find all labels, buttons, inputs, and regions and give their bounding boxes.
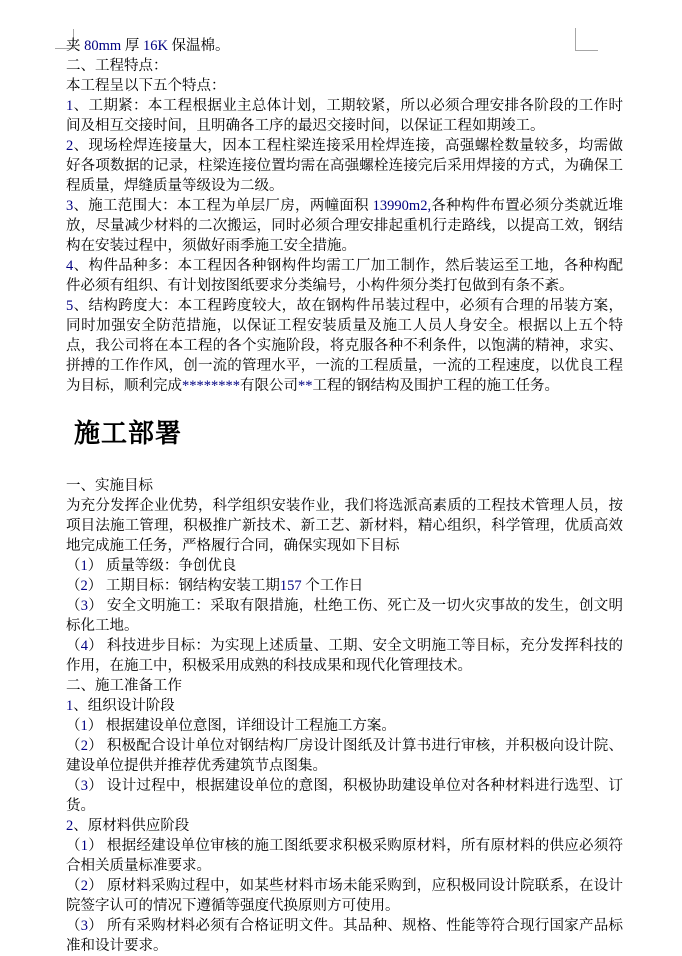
paragraph: [66, 296, 623, 396]
body-text: ） 工期目标：钢结构安装工期: [87, 578, 280, 594]
section-title: [74, 416, 623, 452]
numeral-text: 2: [66, 138, 74, 154]
numeral-text: 2: [80, 738, 89, 754]
numeral-text: 3: [80, 778, 89, 794]
numeral-text: 157: [279, 578, 302, 594]
paragraph: [66, 556, 623, 576]
paragraph: [66, 136, 623, 196]
paragraph: [66, 476, 623, 496]
body-text: 、现场栓焊连接量大，因本工程柱梁连接采用栓焊连接，高强螺栓数量较多，均需做好各项数据的记录，柱梁连接位置均需在高强螺栓连接完后采用焊接的方式，为确保工程质量，焊缝质量等级设为二级。: [66, 138, 623, 194]
body-text: （: [66, 918, 81, 934]
body-text: ） 设计过程中，根据建设单位的意图，积极协助建设单位对各种材料进行选型、订货。: [66, 778, 624, 814]
body-text: （: [66, 838, 81, 854]
numeral-text: 13990m2,: [372, 198, 432, 214]
paragraph: [66, 676, 623, 696]
paragraph: [66, 736, 623, 776]
body-text: 为充分发挥企业优势，科学组织安装作业，我们将选派高素质的工程技术管理人员，按项目法施工管理，积极推广新技术、新工艺、新材料，精心组织，科学管理，优质高效地完成施工任务，严格履行合同，确保实现如下目标: [66, 498, 623, 554]
body-text: ） 科技进步目标：为实现上述质量、工期、安全文明施工等目标，充分发挥科技的作用，在施工中，积极采用成熟的科技成果和现代化管理技术。: [66, 638, 624, 674]
body-text: ） 根据经建设单位审核的施工图纸要求积极采购原材料，所有原材料的供应必须符合相关质量标准要求。: [66, 838, 624, 874]
numeral-text: 4: [66, 258, 74, 274]
paragraph: [66, 916, 623, 956]
body-text: （: [66, 578, 81, 594]
paragraph: [66, 196, 623, 256]
paragraph: [66, 776, 623, 816]
body-text: 厚: [121, 38, 143, 54]
body-text: 二、施工准备工作: [66, 678, 182, 694]
body-text: 各种构件布置必须分类就近堆放，尽量减少材料的二次搬运，同时必须合理安排起重机行走路线，以提高工效，钢结构在安装过程中，须做好雨季施工安全措施。: [66, 198, 624, 254]
body-text: 、组织设计阶段: [73, 698, 175, 714]
paragraph: [66, 596, 623, 636]
body-text: ） 根据建设单位意图，详细设计工程施工方案。: [87, 718, 396, 734]
numeral-text: 16K: [142, 38, 168, 54]
body-text: （: [66, 778, 81, 794]
paragraph: [66, 56, 623, 76]
numeral-text: 1: [66, 698, 74, 714]
numeral-text: 3: [80, 918, 89, 934]
paragraph: [66, 576, 623, 596]
numeral-text: 1: [80, 558, 88, 574]
body-text: ） 安全文明施工：采取有限措施，杜绝工伤、死亡及一切火灾事故的发生，创文明标化工地。: [66, 598, 624, 634]
body-text: 、工期紧：本工程根据业主总体计划，工期较紧，所以必须合理安排各阶段的工作时间及相互交接时间，且明确各工序的最迟交接时间，以保证工程如期竣工。: [66, 98, 623, 134]
body-text: ） 质量等级：争创优良: [87, 558, 237, 574]
numeral-text: 5: [66, 298, 74, 314]
body-text: （: [66, 878, 81, 894]
document-text: [66, 36, 623, 956]
body-text: （: [66, 718, 81, 734]
paragraph: [66, 256, 623, 296]
paragraph: [66, 716, 623, 736]
body-text: 、原材料供应阶段: [73, 818, 190, 834]
body-text: 工程的钢结构及围护工程的施工任务。: [312, 378, 559, 394]
body-text: 夹: [66, 38, 85, 54]
paragraph: [66, 636, 623, 676]
body-text: 有限公司: [240, 378, 298, 394]
paragraph: [66, 876, 623, 916]
numeral-text: 4: [80, 638, 89, 654]
body-text: 一、实施目标: [66, 478, 153, 494]
paragraph: [66, 76, 623, 96]
numeral-text: 2: [66, 818, 74, 834]
body-text: 、构件品种多：本工程因各种钢构件均需工厂加工制作，然后装运至工地，各种构配件必须有组织、有计划按图纸要求分类编号，小构件须分类打包做到有条不紊。: [66, 258, 623, 294]
body-text: ） 所有采购材料必须有合格证明文件。其品种、规格、性能等符合现行国家产品标准和设计要求。: [66, 918, 624, 954]
body-text: （: [66, 598, 81, 614]
paragraph: [66, 696, 623, 716]
paragraph: [66, 816, 623, 836]
body-text: （: [66, 738, 81, 754]
body-text: 二、工程特点：: [66, 58, 168, 74]
paragraph: [66, 36, 623, 56]
body-text: ） 积极配合设计单位对钢结构厂房设计图纸及计算书进行审核，并积极向设计院、建设单位提供并推荐优秀建筑节点图集。: [66, 738, 624, 774]
numeral-text: 80mm: [84, 38, 122, 54]
body-text: 、施工范围大：本工程为单层厂房，两幢面积: [73, 198, 373, 214]
body-text: 施工部署: [74, 419, 183, 448]
body-text: 个工作日: [301, 578, 364, 594]
numeral-text: 3: [66, 198, 74, 214]
body-text: 本工程呈以下五个特点：: [66, 78, 226, 94]
numeral-text: 2: [80, 878, 89, 894]
numeral-text: 2: [80, 578, 88, 594]
paragraph: [66, 836, 623, 876]
numeral-text: ********: [182, 378, 240, 394]
numeral-text: 1: [66, 98, 74, 114]
body-text: 保温棉。: [167, 38, 230, 54]
numeral-text: 1: [80, 718, 88, 734]
paragraph: [66, 496, 623, 556]
body-text: （: [66, 638, 81, 654]
numeral-text: 1: [80, 838, 89, 854]
numeral-text: **: [298, 378, 313, 394]
body-text: ） 原材料采购过程中，如某些材料市场未能采购到，应积极同设计院联系，在设计院签字认可的情况下遵循等强度代换原则方可使用。: [66, 878, 624, 914]
numeral-text: 3: [80, 598, 89, 614]
body-text: （: [66, 558, 81, 574]
body-text: 、结构跨度大：本工程跨度较大，故在钢构件吊装过程中，必须有合理的吊装方案，同时加强安全防范措施，以保证工程安装质量及施工人员人身安全。根据以上五个特点，我公司将在本工程的各个实施阶段，将克服各种不利条件，以饱满的精神，求实、拼搏的工作作风，创一流的管理水平，一流的工程质量，一流的工程速度，以优良工程为目标，顺利完成: [66, 298, 623, 394]
paragraph: [66, 96, 623, 136]
